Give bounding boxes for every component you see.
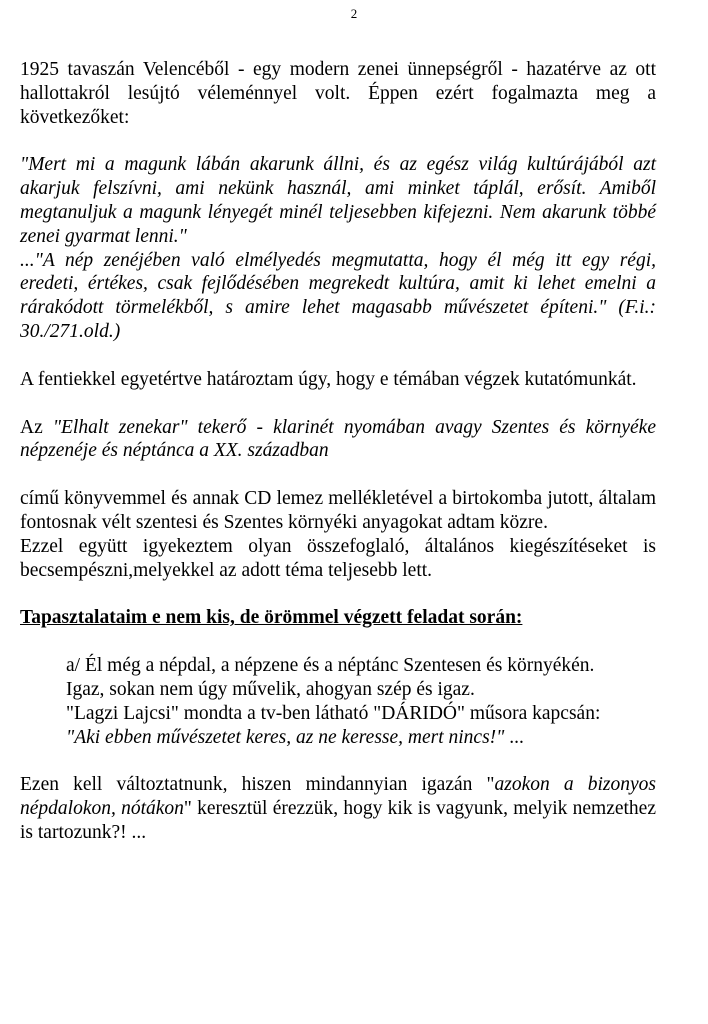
book-description: című könyvemmel és annak CD lemez mellékletével a birtokomba jutott, általam fontosnak vélt szentesi és Szentes környéki anyagokat adtam közre.	[20, 488, 656, 533]
closing-part-3: " keresztül érezzük, hogy kik is vagyunk, melyik nemzethez is tartozunk?! ...	[20, 798, 656, 843]
closing-paragraph	[20, 773, 656, 844]
document-body	[20, 58, 656, 845]
item-a-line-3: "Lagzi Lajcsi" mondta a tv-ben látható "DÁRIDÓ" műsora kapcsán:	[66, 702, 601, 724]
page-number: 2	[350, 6, 358, 21]
item-a: a/ Él még a népdal, a népzene és a néptánc Szentesen és környékén.	[66, 655, 595, 677]
section-heading: Tapasztalataim e nem kis, de örömmel végzett feladat során:	[20, 607, 523, 629]
closing-part-2: azokon a bizonyos népdalokon, nótákon	[20, 774, 656, 820]
intro-paragraph: 1925 tavaszán Velencéből - egy modern zenei ünnepségről - hazatérve az ott hallottakról lesújtó véleménnyel volt. Éppen ezért fogalmazta meg a következőket:	[20, 59, 656, 128]
quote-paragraph-1: "Mert mi a magunk lábán akarunk állni, és az egész világ kultúrájából azt akarjuk felszívni, ami nekünk használ, ami minket táplál, erősít. Amiből megtanuljuk a magunk lényegét minél teljesebben kifejezni. Nem akarunk többé zenei gyarmat lenni."	[20, 154, 656, 247]
book-paragraph	[20, 416, 656, 464]
item-a-line-2: Igaz, sokan nem úgy művelik, ahogyan szép és igaz.	[66, 678, 475, 700]
closing-part-1: Ezen kell változtatnunk, hiszen mindannyian igazán "	[20, 774, 495, 796]
decision-paragraph: A fentiekkel egyetértve határoztam úgy, hogy e témában végzek kutatómunkát.	[20, 368, 637, 390]
quote-paragraph-2: ..."A nép zenéjében való elmélyedés megmutatta, hogy él még itt egy régi, eredeti, értékes, csak fejlődésében megrekedt kultúra, amit ki lehet emelni a rárakódott törmelékből, s amire lehet magasabb művészetet építeni." (F.i.: 30./271.old.)	[20, 249, 656, 342]
summary-paragraph: Ezzel együtt igyekeztem olyan összefoglaló, általános kiegészítéseket is becsempészni,melyekkel az adott téma teljesebb lett.	[20, 535, 656, 581]
book-title: "Elhalt zenekar" tekerő - klarinét nyomában avagy Szentes és környéke népzenéje és néptánca a XX. században	[20, 416, 656, 462]
daridó-quote: "Aki ebben művészetet keres, az ne keresse, mert nincs!"	[66, 726, 505, 748]
book-prefix: Az	[20, 416, 53, 438]
item-a-quote	[20, 726, 656, 750]
quote-tail: ...	[504, 726, 524, 748]
